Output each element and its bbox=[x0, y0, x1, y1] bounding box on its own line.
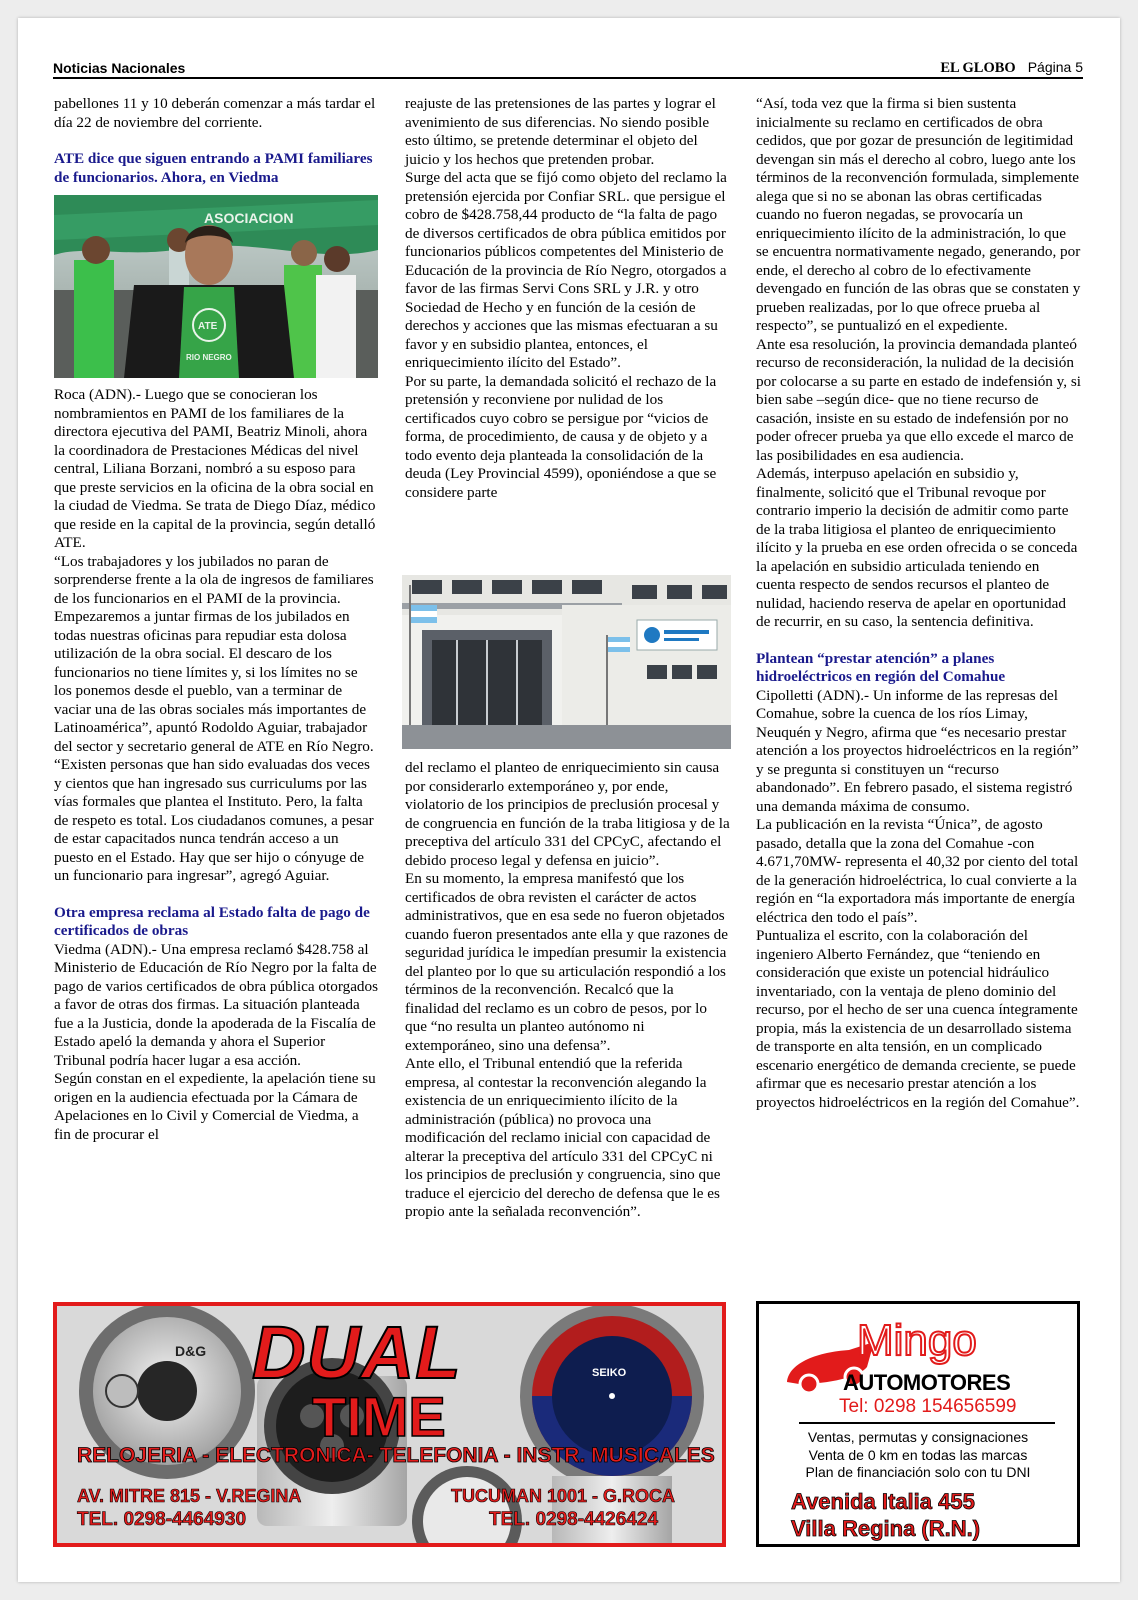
article-paragraph: “Los trabajadores y los jubilados no paran de sorprenderse frente a la ola de ingresos de familiares de los funcionarios en el PAMI de la provincia. Empezaremos a juntar firmas de los jubilados en todas nuestras oficinas para repudiar esta dolosa utilización de la obra social. El descaro de los funcionarios no tiene límites y, si los límites no se los ponemos desde el pueblo, van a terminar de vaciar una de las obras sociales más importantes de Latinoamérica”, apuntó Rodoldo Aguiar, trabajador del sector y secretario general de ATE en Río Negro. bbox=[54, 552, 374, 755]
watch-logo-dg: D&G bbox=[175, 1343, 207, 1359]
column-2-lower bbox=[405, 759, 730, 1222]
ad-dual-time[interactable] bbox=[53, 1302, 726, 1547]
brand-time: TIME bbox=[312, 1385, 446, 1448]
watch-logo-seiko: SEIKO bbox=[592, 1367, 627, 1379]
column-2 bbox=[405, 95, 730, 502]
page-number: Página 5 bbox=[1027, 59, 1083, 75]
mingo-phone: Tel: 0298 154656599 bbox=[839, 1396, 1017, 1417]
mingo-line: Ventas, permutas y consignaciones bbox=[807, 1429, 1029, 1445]
article-paragraph: reajuste de las pretensiones de las partes y lograr el avenimiento de sus diferencias. No siendo posible esto último, se pretende determinar el objeto del juicio y los hechos que pretenden probar. bbox=[405, 95, 716, 168]
article-paragraph: “Así, toda vez que la firma si bien sustenta inicialmente su reclamo en certificados de obra cedidos, que por gozar de presunción de legitimidad devengan sin más el derecho al cobro, luego ante los términos de la reconvención formulada, simplemente alega que si no se abonan las obras certificadas cuando no fueron negadas, se provocaría un enriquecimiento ilícito de la administración, lo que se encuentra normativamente negado, generando, por ende, el derecho al cobro de lo efectivamente devengado en función de las obras que se constaten y prueben realizadas, por lo que ofrece prueba al respecto”, se puntualizó en el expediente. bbox=[756, 95, 1081, 334]
mingo-city: Villa Regina (R.N.) bbox=[791, 1516, 981, 1541]
mingo-line: Plan de financiación solo con tu DNI bbox=[805, 1464, 1031, 1480]
article-paragraph: Ante esa resolución, la provincia demandada planteó recurso de reconsideración, la nulidad de la decisión por colocarse a su parte en estado de indefensión y, si bien sabe –según dice- que no tiene recurso de casación, insiste en su estado de indefensión por no poder ofrecer prueba ya que ello excede el marco de las posibilidades en esa audiencia. bbox=[756, 335, 1082, 464]
article-paragraph: La publicación en la revista “Única”, de agosto pasado, detalla que la zona del Comahue -con 4.671,70MW- representa el 40,32 por ciento del total de la generación hidroeléctrica, lo cual convierte a la región en “la exportadora más importante de energía eléctrica den todo el país”. bbox=[756, 816, 1079, 926]
banner-text: ASOCIACION bbox=[204, 210, 294, 226]
photo-ministry-building bbox=[402, 575, 731, 749]
article-paragraph: En su momento, la empresa manifestó que los certificados de obra revisten el carácter de actos administrativos, que en esa sede no fueron objetados cuando fueron presentados ante ella y que razones de seguridad jurídica le impedían presumir la existencia del planteo por lo que su articulación respondió a los términos de la reconvención. Recalcó que la finalidad del reclamo es un cobro de pesos, por lo que “no resulta un planteo autónomo ni extemporáneo, sino una defensa”. bbox=[405, 870, 729, 1054]
article-paragraph: Cipolletti (ADN).- Un informe de las represas del Comahue, sobre la cuenca de los ríos Limay, Neuquén y Negro, afirma que “es necesario prestar atención a los proyectos hidroeléctricos en la región” y se pregunta si constituyen un “recurso abandonado”. En febrero pasado, el sistema registró una demanda máxima de consumo. bbox=[756, 686, 1079, 815]
article-paragraph: del reclamo el planteo de enriquecimiento sin causa por considerarlo extemporáneo y, por ende, violatorio de los principios de preclusión procesal y de congruencia en función de la traba litigiosa y de la preceptiva del artículo 331 del CPCyC, afectando el debido proceso legal y defensa en juicio”. bbox=[405, 759, 730, 869]
ad-phone-regina: TEL. 0298-4464930 bbox=[77, 1509, 247, 1530]
brand-dual: DUAL bbox=[252, 1311, 462, 1394]
article-paragraph: “Existen personas que han sido evaluadas dos veces y cientos que han ingresado sus curriculums por las vías formales que plantea el Instituto. Pero, la falta de respeto es total. Los ciudadanos comunes, a pesar de estar capacitados nunca tendrán acceso a un puesto en el Estado. Hay que ser hijo o cónyuge de un funcionario para ingresar”, agregó Aguiar. bbox=[54, 756, 374, 884]
column-3 bbox=[756, 95, 1082, 1112]
article-paragraph: Por su parte, la demandada solicitó el rechazo de la pretensión y reconviene por nulidad de los certificados cuyo cobro se persigue por “vicios de forma, de procedimiento, de causa y de objeto y a todo evento deja planteada la consolidación de la deuda (Ley Provincial 4599), oponiéndose a que se considere parte bbox=[405, 372, 717, 501]
mingo-info bbox=[759, 1429, 1077, 1482]
mingo-sub: AUTOMOTORES bbox=[843, 1370, 1011, 1395]
column-1 bbox=[54, 95, 379, 1144]
ad-tagline: RELOJERIA - ELECTRONICA- TELEFONIA - INSTR. MUSICALES bbox=[77, 1444, 715, 1467]
article-paragraph: Viedma (ADN).- Una empresa reclamó $428.758 al Ministerio de Educación de Río Negro por la falta de pago de varios certificados de obra pública otorgados a favor de otras dos firmas. La situación planteada fue a la Justicia, donde la apoderada de la Fiscalía de Estado apeló la demanda y ahora el Superior Tribunal podría hacer lugar a esa acción. bbox=[54, 940, 379, 1069]
article-paragraph: Además, interpuso apelación en subsidio y, finalmente, solicitó que el Tribunal revoque por contrario imperio la decisión de admitir como parte de la traba litigiosa el planteo de enriquecimiento ilícito y la prueba en ese orden ofrecida o se conceda la apelación en subsidio articulada teniendo en cuenta respecto de sendos recursos el planteo de nulidad, haciendo reserva de apelar en oportunidad de recurrir, en su caso, la sentencia definitiva. bbox=[756, 465, 1078, 630]
photo-ate-protest bbox=[54, 195, 378, 378]
mingo-divider bbox=[799, 1422, 1055, 1424]
section-title: Noticias Nacionales bbox=[53, 60, 186, 76]
mingo-brand: Mingo bbox=[857, 1316, 977, 1365]
ad-address-roca: TUCUMAN 1001 - G.ROCA bbox=[451, 1486, 676, 1506]
page-header-right bbox=[940, 59, 1083, 77]
mingo-address: Avenida Italia 455 bbox=[791, 1489, 975, 1514]
article-continuation: pabellones 11 y 10 deberán comenzar a más tardar el día 22 de noviembre del corriente. bbox=[54, 95, 376, 131]
headline-ate-pami: ATE dice que siguen entrando a PAMI familiares de funcionarios. Ahora, en Viedma bbox=[54, 150, 373, 186]
article-paragraph: Puntualiza el escrito, con la colaboración del ingeniero Alberto Fernández, que “teniendo en consideración que existe un potencial hidráulico inventariado, con la ventaja de pleno dominio del recurso, por el hecho de ser una cuenca íntegramente propia, más la existencia de un desarrollado sistema de transporte en alta tensión, en un complicado escenario energético de demanda creciente, se puede afirmar que es necesario prestar atención a los proyectos hidroeléctricos en la región del Comahue”. bbox=[756, 927, 1080, 1111]
paper-name: EL GLOBO bbox=[940, 60, 1016, 76]
ad-mingo-automotores[interactable] bbox=[756, 1301, 1080, 1547]
ad-address-regina: AV. MITRE 815 - V.REGINA bbox=[77, 1486, 302, 1506]
ad-phone-roca: TEL. 0298-4426424 bbox=[489, 1509, 659, 1530]
headline-empresa-reclama: Otra empresa reclama al Estado falta de pago de certificados de obras bbox=[54, 903, 370, 939]
article-paragraph: Roca (ADN).- Luego que se conocieran los nombramientos en PAMI de los familiares de la directora ejecutiva del PAMI, Beatriz Minoli, ahora la coordinadora de Prestaciones Médicas del nivel central, Liliana Borzani, nombró a su esposo para que preste servicios en la oficina de la obra social en la ciudad de Viedma. Se trata de Diego Díaz, médico que reside en la capital de la provincia, según detalló ATE. bbox=[54, 386, 376, 551]
header-rule bbox=[53, 77, 1083, 79]
mingo-line: Venta de 0 km en todas las marcas bbox=[808, 1446, 1028, 1463]
article-paragraph: Según constan en el expediente, la apelación tiene su origen en la audiencia efectuada por la Cámara de Apelaciones en lo Civil y Comercial de Viedma, a fin de procurar el bbox=[54, 1070, 376, 1143]
article-paragraph: Ante ello, el Tribunal entendió que la referida empresa, al contestar la reconvención alegando la existencia de un enriquecimiento ilícito de la administración (pública) no provoca una modificación del reclamo inicial con capacidad de alterar la preceptiva del artículo 331 del CPCyC ni los principios de preclusión y congruencia, sino que traduce el ejercicio del derecho de defensa que le es propio ante la señalada reconvención”. bbox=[405, 1055, 721, 1220]
shirt-text: RIO NEGRO bbox=[186, 353, 232, 362]
headline-planes-hidroelectricos: Plantean “prestar atención” a planes hidroeléctricos en región del Comahue bbox=[756, 649, 1006, 685]
article-paragraph: Surge del acta que se fijó como objeto del reclamo la pretensión ejercida por Confiar SRL. que persigue el cobro de $428.758,44 producto de “la falta de pago de diversos certificados de obra pública emitidos por funcionarios públicos competentes del Ministerio de Educación de la provincia de Río Negro, otorgados a favor de las firmas Servi Cons SRL y J.R. y otro Sociedad de Hecho y en función de la cesión de derechos y acciones que las mismas efectuaran a su favor y en subsidio plantea, entonces, el enriquecimiento ilícito del Estado”. bbox=[405, 169, 727, 371]
shirt-logo: ATE bbox=[198, 321, 218, 332]
